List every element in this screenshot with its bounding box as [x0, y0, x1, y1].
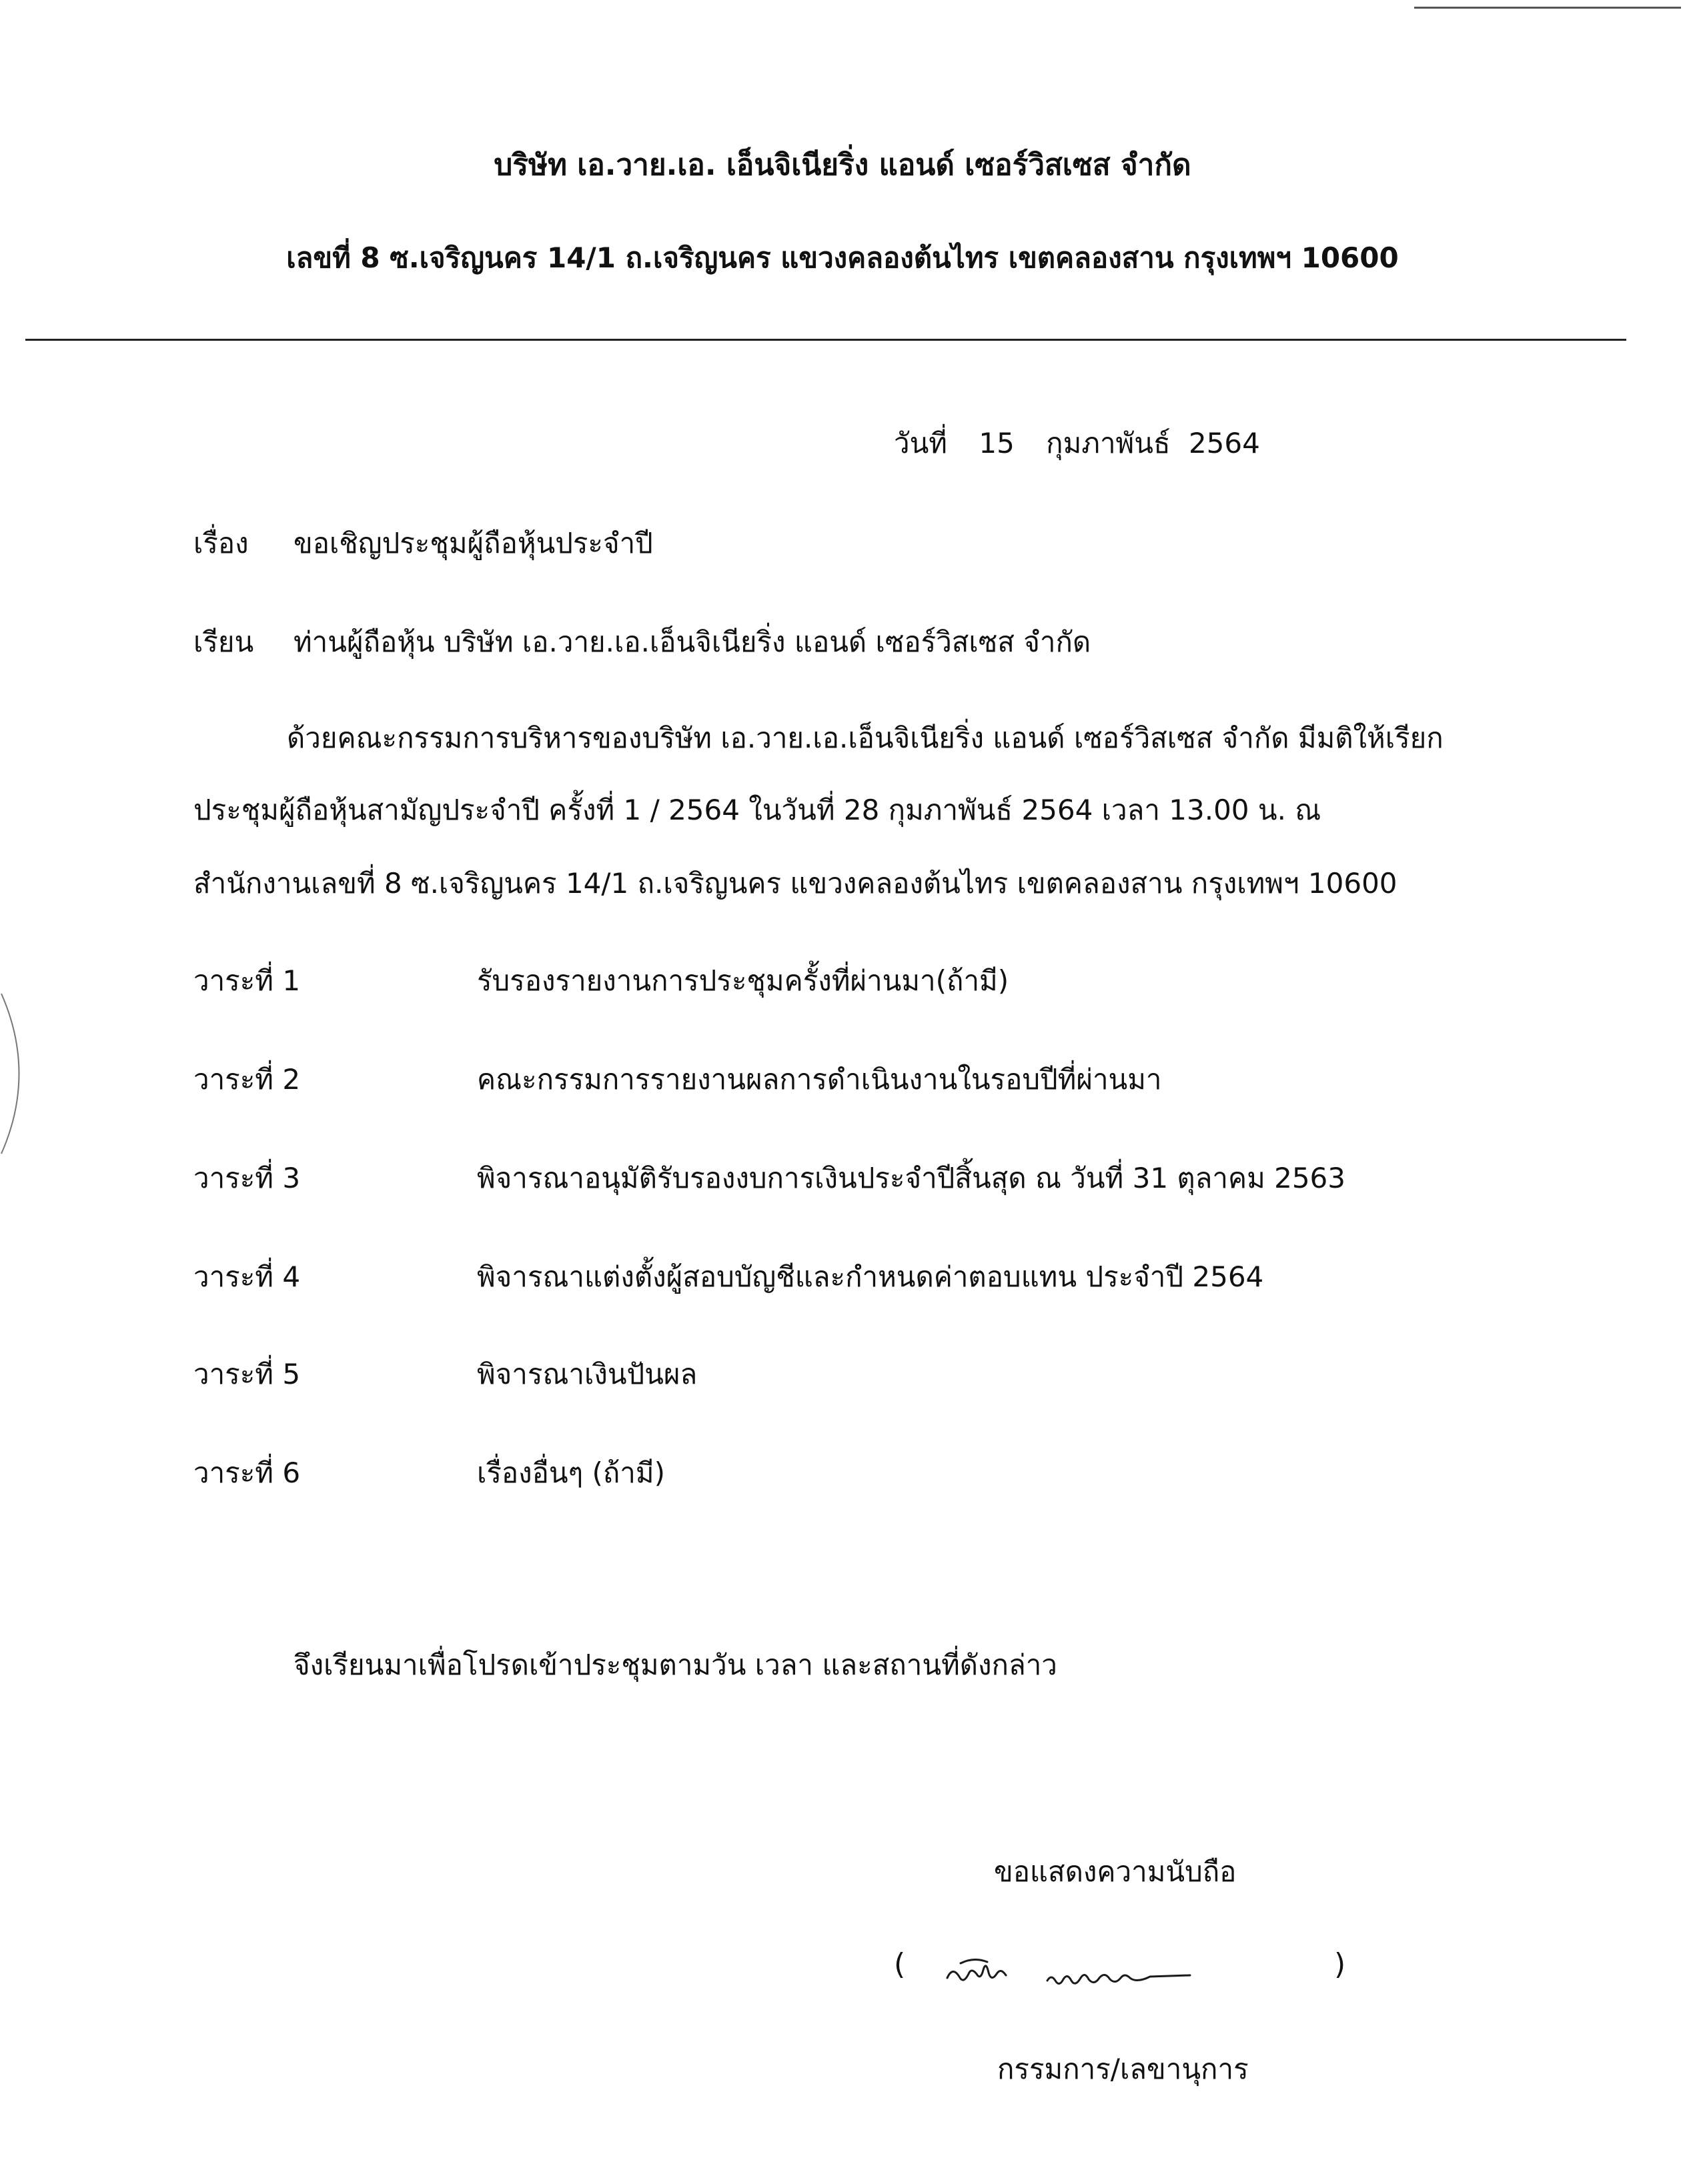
agenda-label: วาระที่ 3 [193, 1162, 301, 1194]
letter-date [894, 427, 1283, 460]
subject-text: ขอเชิญประชุมผู้ถือหุ้นประจำปี [294, 527, 653, 560]
closing-sentence: จึงเรียนมาเพื่อโปรดเข้าประชุมตามวัน เวลา และสถานที่ดังกล่าว [294, 1649, 1057, 1681]
agenda-text: คณะกรรมการรายงานผลการดำเนินงานในรอบปีที่ผ่านมา [477, 1063, 1162, 1096]
agenda-label: วาระที่ 1 [193, 964, 301, 997]
handwritten-signature [934, 1951, 1294, 1998]
date-year: 2564 [1188, 427, 1260, 459]
date-month: กุมภาพันธ์ [1046, 427, 1171, 459]
body-line-1: ด้วยคณะกรรมการบริหารของบริษัท เอ.วาย.เอ.เอ็นจิเนียริ่ง แอนด์ เซอร์วิสเซส จำกัด มีมติให้เรียก [287, 722, 1444, 754]
agenda-label: วาระที่ 2 [193, 1063, 301, 1096]
agenda-text: พิจารณาเงินปันผล [477, 1358, 698, 1390]
agenda-text: รับรองรายงานการประชุมครั้งที่ผ่านมา(ถ้ามี) [477, 964, 1009, 997]
date-label: วันที่ [894, 427, 947, 459]
subject-label: เรื่อง [193, 527, 249, 560]
company-address: เลขที่ 8 ซ.เจริญนคร 14/1 ถ.เจริญนคร แขวงคลองต้นไทร เขตคลองสาน กรุงเทพฯ 10600 [286, 241, 1399, 274]
scan-artifact-line [1414, 7, 1681, 9]
signature-block [894, 1947, 1361, 2001]
agenda-label: วาระที่ 4 [193, 1260, 301, 1293]
closing-salutation: ขอแสดงความนับถือ [994, 1855, 1237, 1888]
signer-position: กรรมการ/เลขานุการ [997, 2053, 1249, 2085]
header-divider [25, 339, 1626, 341]
scan-artifact-bracket [0, 987, 40, 1160]
agenda-label: วาระที่ 5 [193, 1358, 301, 1390]
agenda-text: พิจารณาแต่งตั้งผู้สอบบัญชีและกำหนดค่าตอบแทน ประจำปี 2564 [477, 1260, 1264, 1293]
signature-paren-open: ( [894, 1947, 906, 1981]
recipient-label: เรียน [193, 626, 254, 658]
agenda-text: พิจารณาอนุมัติรับรองงบการเงินประจำปีสิ้นสุด ณ วันที่ 31 ตุลาคม 2563 [477, 1162, 1345, 1194]
date-day: 15 [979, 427, 1015, 459]
recipient-text: ท่านผู้ถือหุ้น บริษัท เอ.วาย.เอ.เอ็นจิเนียริ่ง แอนด์ เซอร์วิสเซส จำกัด [294, 626, 1091, 658]
company-name: บริษัท เอ.วาย.เอ. เอ็นจิเนียริ่ง แอนด์ เซอร์วิสเซส จำกัด [494, 148, 1191, 182]
agenda-label: วาระที่ 6 [193, 1456, 301, 1489]
signature-paren-close: ) [1334, 1947, 1346, 1981]
agenda-text: เรื่องอื่นๆ (ถ้ามี) [477, 1456, 665, 1489]
body-line-2: ประชุมผู้ถือหุ้นสามัญประจำปี ครั้งที่ 1 / 2564 ในวันที่ 28 กุมภาพันธ์ 2564 เวลา 13.00 น. ณ [193, 794, 1321, 826]
body-line-3: สำนักงานเลขที่ 8 ซ.เจริญนคร 14/1 ถ.เจริญนคร แขวงคลองต้นไทร เขตคลองสาน กรุงเทพฯ 10600 [193, 867, 1397, 900]
